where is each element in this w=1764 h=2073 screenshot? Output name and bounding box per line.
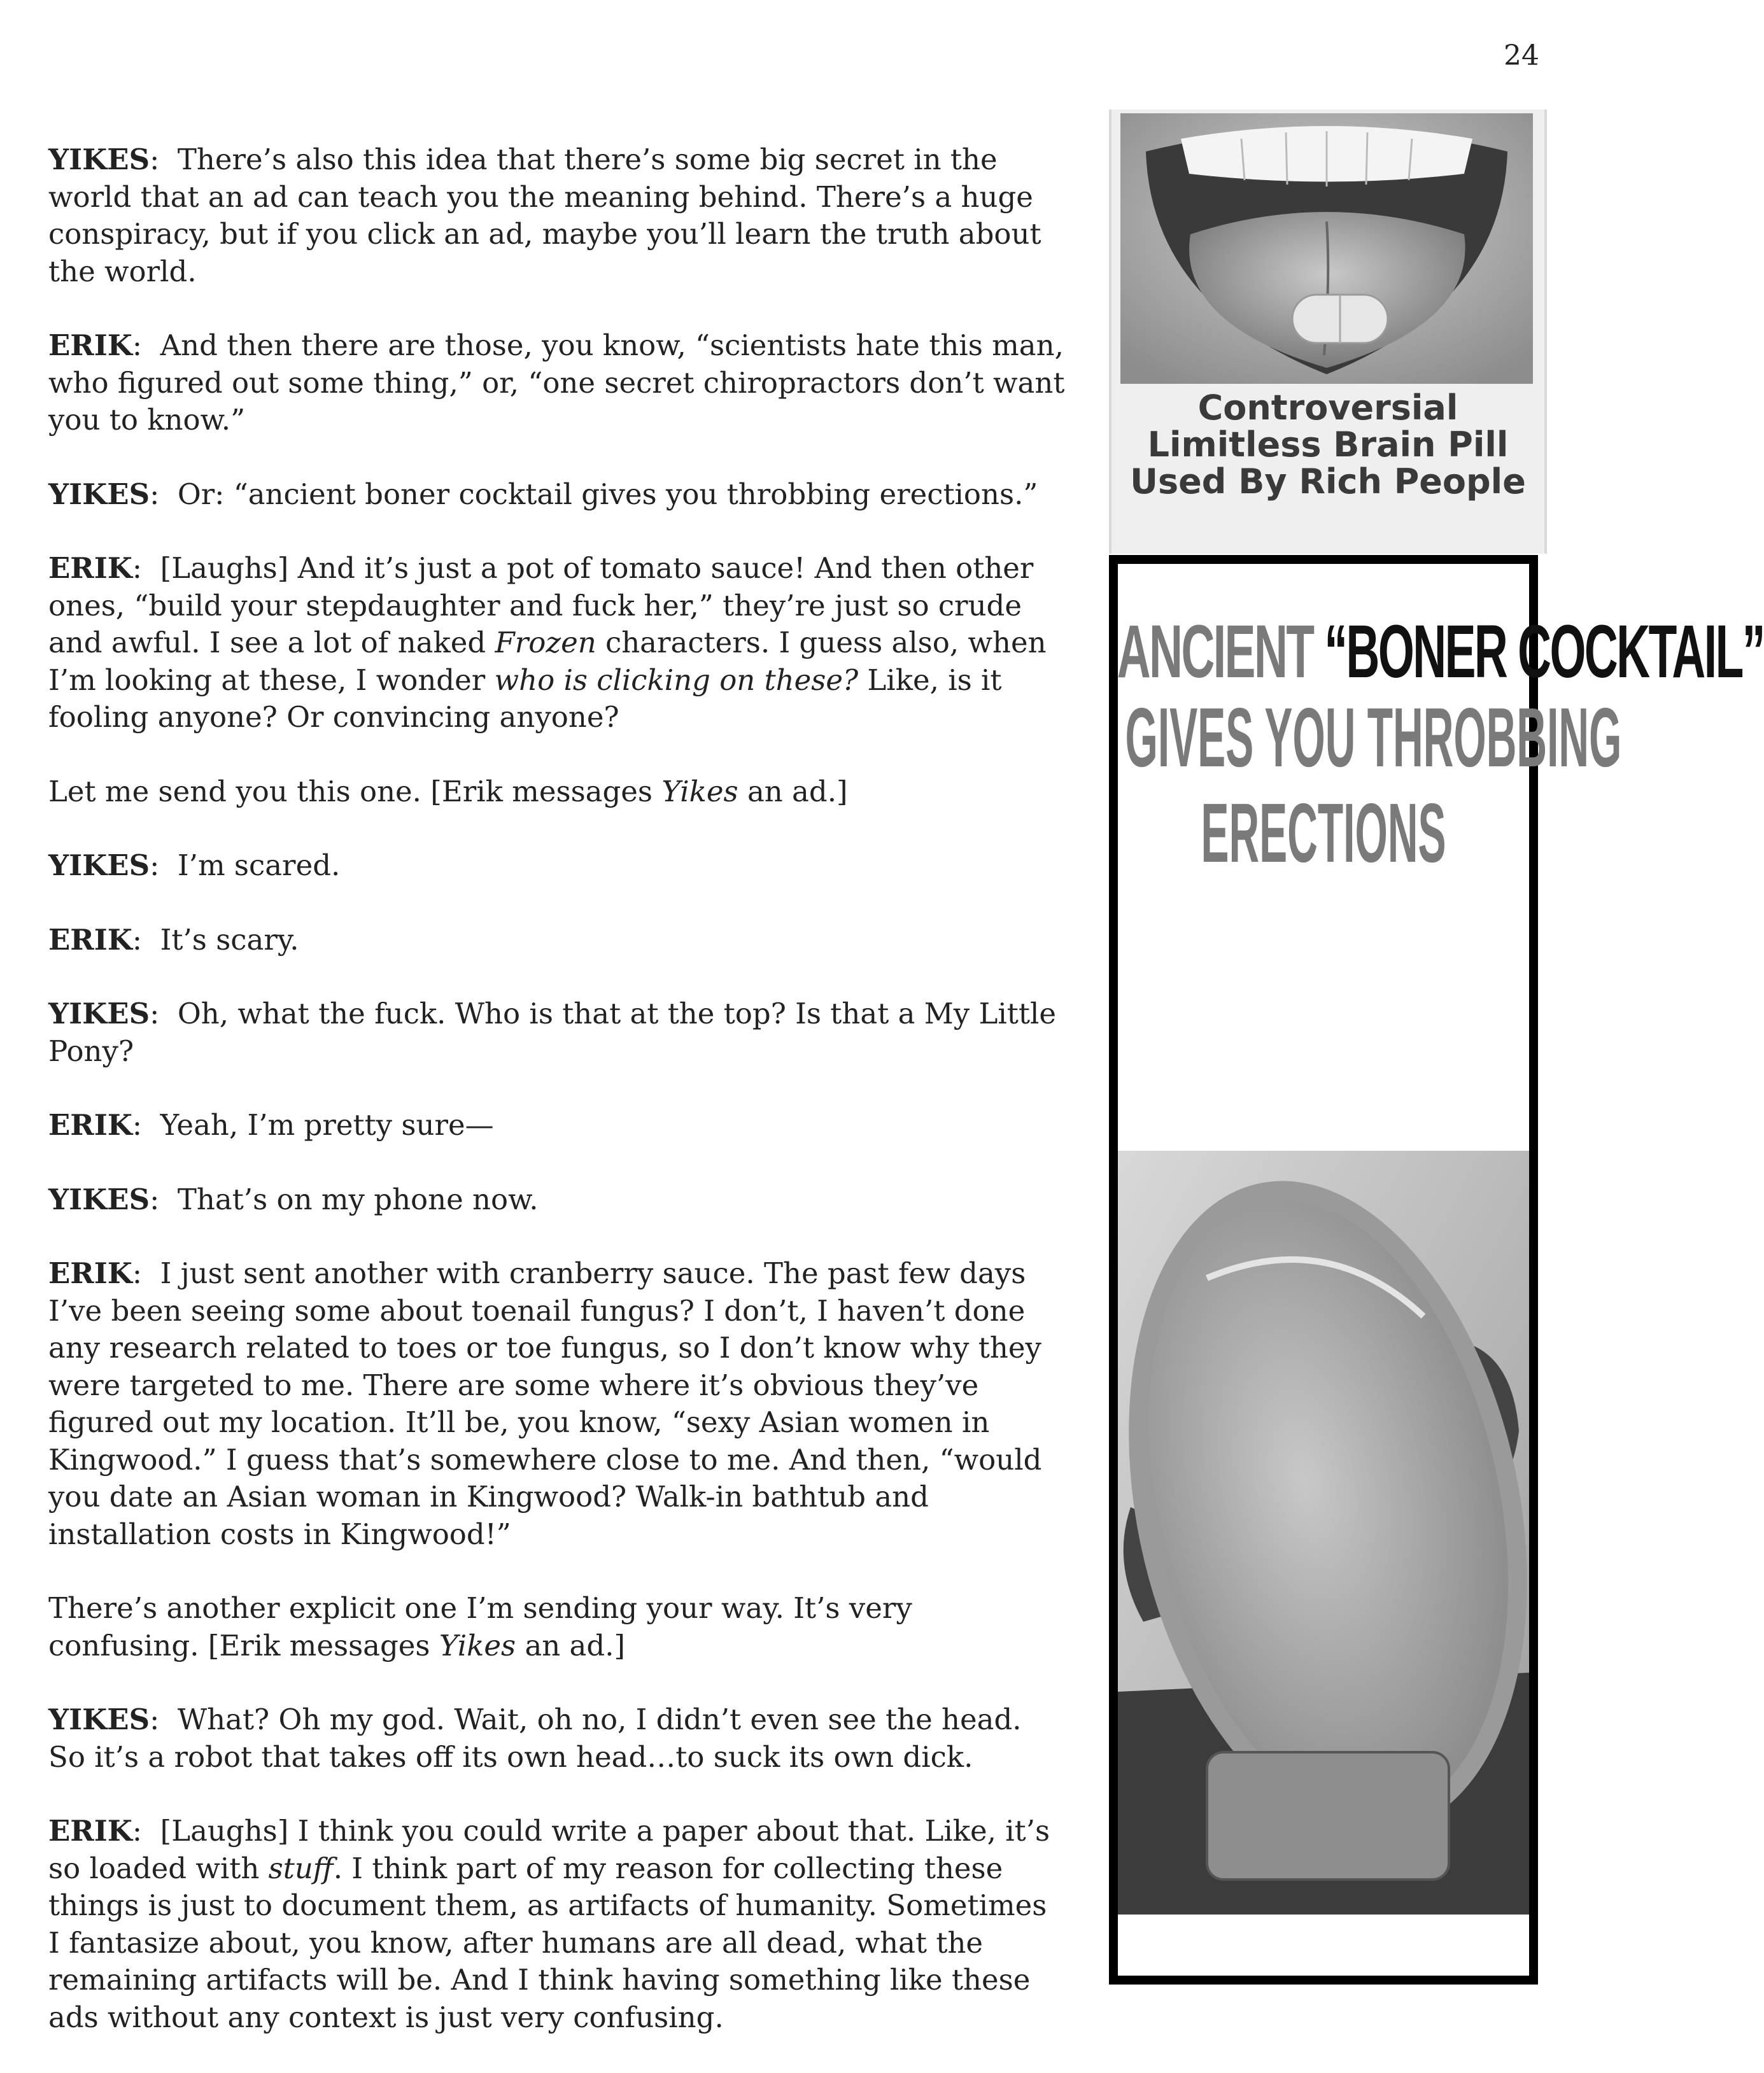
paragraph-text: Yeah, I’m pretty sure— (160, 1108, 494, 1142)
transcript-paragraph: YIKES: Or: “ancient boner cocktail gives you throbbing erections.” (48, 477, 1038, 511)
headline-line-2: GIVES YOU THROBBING (1125, 691, 1622, 784)
italic-text: Frozen (495, 626, 596, 659)
ad-caption-line: Limitless Brain Pill (1147, 425, 1509, 465)
ad-caption-line: Controversial (1197, 388, 1458, 428)
speaker-label: YIKES (48, 143, 150, 176)
paragraph-text: There’s also this idea that there’s some big secret in the world that an ad can teach you the meaning behind. There’s a huge conspiracy, but if you click an ad, maybe you’ll learn the truth about the world. (48, 143, 1041, 288)
paragraph-text: I’m scared. (177, 848, 341, 882)
transcript-paragraph: ERIK: [Laughs] I think you could write a paper about that. Like, it’s so loaded with stuff. I think part of my reason for collecting these things is just to document them, as artifacts of humanity. Sometimes I fantasize about, you know, after humans are all dead, what the remaining artifacts will be. And I think having something like these ads without any context is just very confusing. (48, 1814, 1050, 2034)
paragraph-text: It’s scary. (160, 922, 299, 957)
transcript-paragraph: ERIK: [Laughs] And it’s just a pot of tomato sauce! And then other ones, “build your stepdaughter and fuck her,” they’re just so crude and awful. I see a lot of naked Frozen characters. I guess also, when I’m looking at these, I wonder who is clicking on these? Like, is it fooling anyone? Or convincing anyone? (48, 551, 1047, 734)
italic-text: Yikes (661, 774, 738, 808)
italic-text: who is clicking on these? (494, 663, 859, 697)
speaker-label: ERIK (48, 1256, 132, 1290)
page-number: 24 (1504, 39, 1539, 72)
paragraph-text: Let me send you this one. [Erik messages (48, 774, 662, 808)
sauce-pot-photo (1118, 1151, 1529, 1915)
paragraph-text: And then there are those, you know, “scientists hate this man, who figured out some thing,” or, “one secret chiropractors don’t want you to know.” (48, 328, 1065, 437)
paragraph-text: There’s another explicit one I’m sending your way. It’s very confusing. [Erik messages (48, 1591, 912, 1662)
ad-brain-pill[interactable] (1109, 109, 1547, 554)
ad-caption (1111, 390, 1544, 500)
paragraph-text: . I think part of my reason for collecting these things is just to document them, as artifacts of humanity. Sometimes I fantasize about, you know, after humans are all dead, what the remaining artifacts will be. And I think having something like these ads without any context is just very confusing. (48, 1851, 1047, 2034)
transcript-paragraph: ERIK: And then there are those, you know, “scientists hate this man, who figured out some thing,” or, “one secret chiropractors don’t want you to know.” (48, 328, 1065, 437)
transcript-paragraph (48, 773, 1067, 811)
italic-text: stuff (268, 1851, 334, 1885)
paragraph-text: What? Oh my god. Wait, oh no, I didn’t even see the head. So it’s a robot that takes off its own head…to suck its own dick. (48, 1703, 1022, 1774)
speaker-label: ERIK (48, 1814, 132, 1848)
paragraph-text: Like, is it fooling anyone? Or convincing anyone? (48, 663, 1002, 734)
headline-boner-cocktail: “BONER COCKTAIL” (1324, 610, 1764, 694)
ad-boner-cocktail[interactable] (1109, 555, 1764, 1985)
speaker-label: YIKES (48, 1703, 150, 1736)
transcript (48, 141, 1067, 2073)
paragraph-text: Oh, what the fuck. Who is that at the top? Is that a My Little Pony? (48, 997, 1056, 1068)
headline-ancient: ANCIENT (1117, 610, 1325, 694)
paragraph-text: I just sent another with cranberry sauce. The past few days I’ve been seeing some about toenail fungus? I don’t, I haven’t done any research related to toes or toe fungus, so I don’t know why they were targeted to me. There are some where it’s obvious they’ve figured out my location. It’ll be, you know, “sexy Asian women in Kingwood.” I guess that’s somewhere close to me. And then, “would you date an Asian woman in Kingwood? Walk-in bathtub and installation costs in Kingwood!” (48, 1256, 1042, 1551)
headline-line-3: ERECTIONS (1201, 786, 1446, 880)
paragraph-text: an ad.] (738, 774, 848, 808)
speaker-label: YIKES (48, 477, 150, 511)
transcript-paragraph: YIKES: What? Oh my god. Wait, oh no, I didn’t even see the head. So it’s a robot that takes off its own head…to suck its own dick. (48, 1703, 1022, 1774)
ad-headline (1117, 610, 1764, 881)
ad-panel (1117, 564, 1764, 1976)
speaker-label: ERIK (48, 328, 132, 362)
italic-text: Yikes (439, 1628, 516, 1662)
speaker-label: YIKES (48, 848, 150, 882)
paragraph-text: [Laughs] I think you could write a paper about that. Like, it’s so loaded with (48, 1814, 1050, 1885)
speaker-label: ERIK (48, 551, 132, 585)
speaker-label: ERIK (48, 1108, 132, 1142)
paragraph-text: That’s on my phone now. (177, 1182, 539, 1216)
speaker-label: ERIK (48, 922, 132, 957)
transcript-paragraph: ERIK: It’s scary. (48, 922, 299, 957)
paragraph-text: an ad.] (516, 1628, 626, 1662)
mouth-pill-photo (1120, 113, 1533, 384)
speaker-label: YIKES (48, 1182, 150, 1216)
transcript-paragraph: YIKES: Oh, what the fuck. Who is that at the top? Is that a My Little Pony? (48, 997, 1056, 1068)
transcript-paragraph (48, 1590, 1067, 1664)
transcript-paragraph: YIKES: That’s on my phone now. (48, 1182, 539, 1216)
transcript-paragraph: YIKES: I’m scared. (48, 848, 341, 882)
transcript-paragraph: ERIK: I just sent another with cranberry sauce. The past few days I’ve been seeing some about toenail fungus? I don’t, I haven’t done any research related to toes or toe fungus, so I don’t know why they were targeted to me. There are some where it’s obvious they’ve figured out my location. It’ll be, you know, “sexy Asian women in Kingwood.” I guess that’s somewhere close to me. And then, “would you date an Asian woman in Kingwood? Walk-in bathtub and installation costs in Kingwood!” (48, 1256, 1042, 1551)
paragraph-text: Or: “ancient boner cocktail gives you throbbing erections.” (177, 477, 1038, 511)
transcript-paragraph: YIKES: There’s also this idea that there’s some big secret in the world that an ad can teach you the meaning behind. There’s a huge conspiracy, but if you click an ad, maybe you’ll learn the truth about the world. (48, 143, 1041, 288)
transcript-paragraph: ERIK: Yeah, I’m pretty sure— (48, 1108, 494, 1142)
paragraph-text: characters. I guess also, when I’m looking at these, I wonder (48, 626, 1047, 697)
speaker-label: YIKES (48, 997, 150, 1030)
ad-caption-line: Used By Rich People (1130, 461, 1526, 502)
headline-line-1 (1117, 610, 1764, 694)
paragraph-text: [Laughs] And it’s just a pot of tomato sauce! And then other ones, “build your stepdaughter and fuck her,” they’re just so crude and awful. I see a lot of naked (48, 551, 1034, 659)
